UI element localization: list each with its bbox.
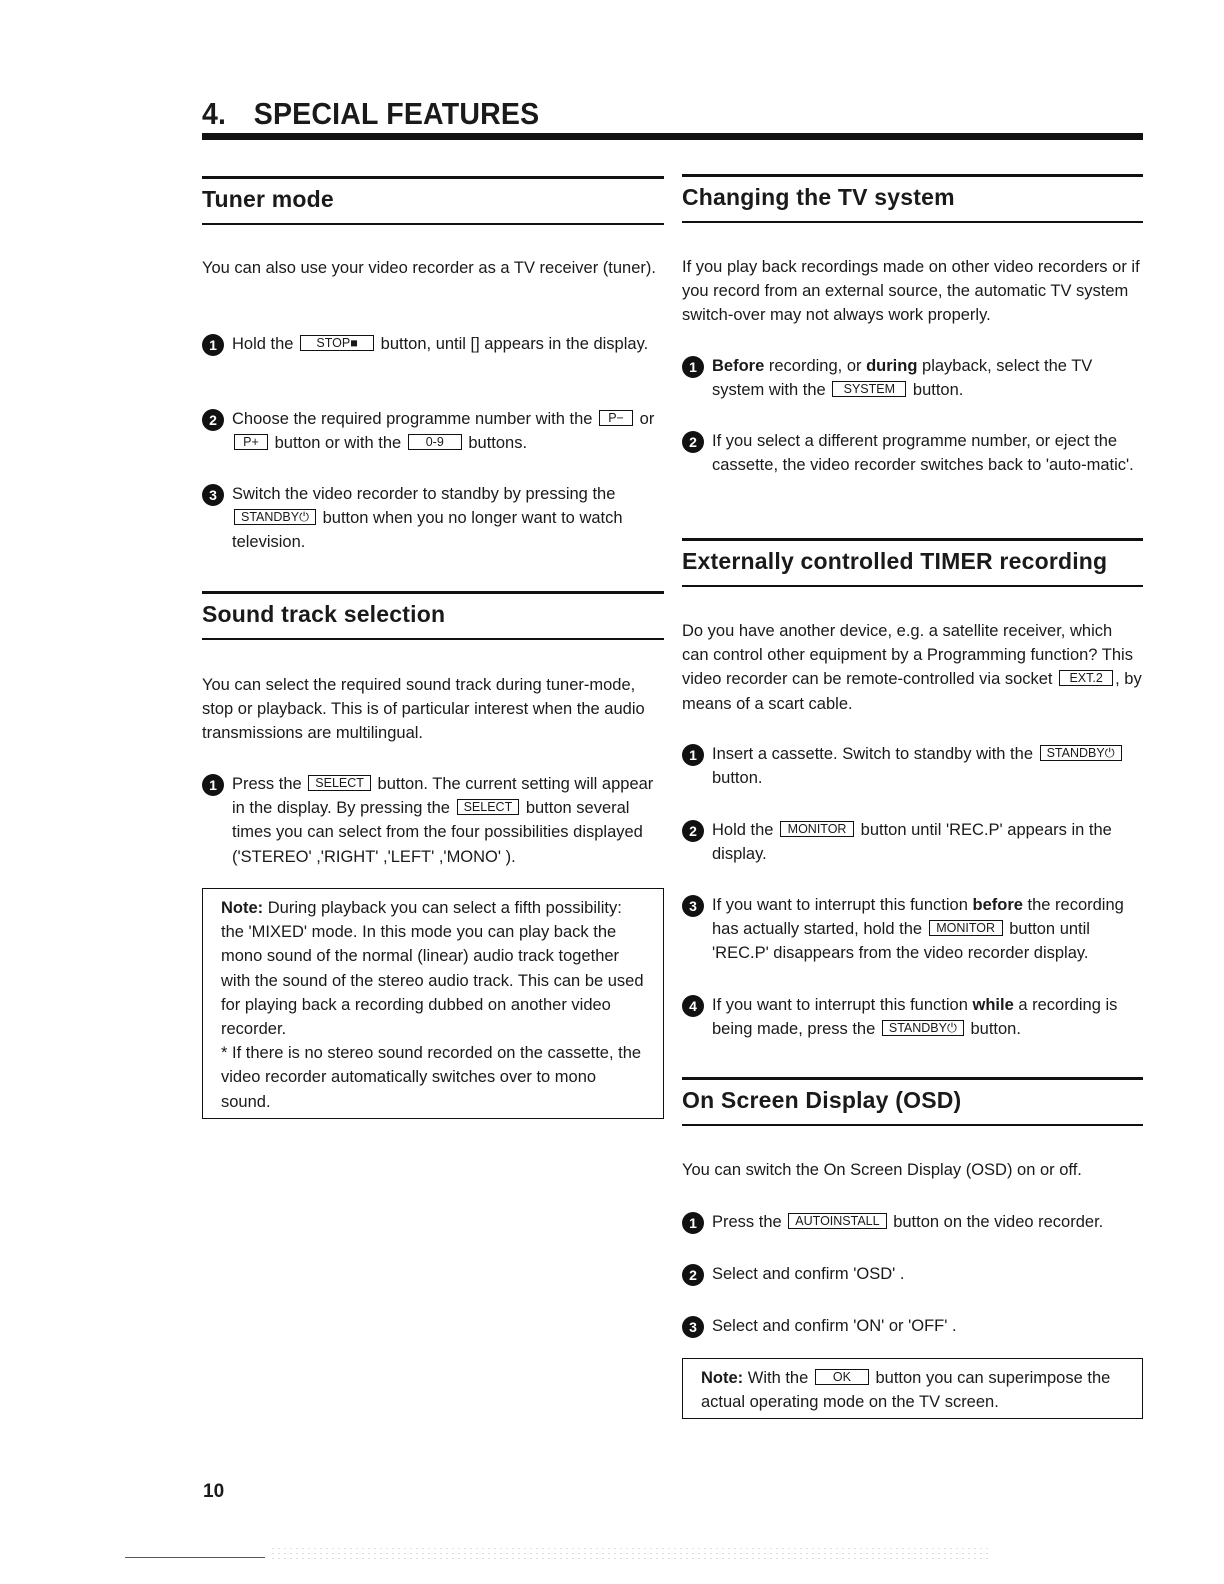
tv-system-step-1: 1 Before recording, or during playback, select the TV system with the SYSTEM button. (682, 354, 1143, 402)
osd-section-header (682, 1077, 1143, 1126)
p-plus-key: P+ (234, 434, 268, 450)
timer-section-header (682, 538, 1143, 587)
osd-intro: You can switch the On Screen Display (OSD) on or off. (682, 1161, 1082, 1179)
tv-system-intro: If you play back recordings made on other video recorders or if you record from an external source, the automatic TV system switch-over may not always work properly. (682, 258, 1140, 325)
osd-step-1: 1 Press the AUTOINSTALL button on the video recorder. (682, 1210, 1143, 1234)
chapter-number: 4. (202, 96, 227, 131)
tuner-step-3: 3 Switch the video recorder to standby by pressing the STANDBY⏻ button when you no longer want to watch television. (202, 482, 664, 555)
sound-section-header (202, 591, 664, 640)
tuner-heading: Tuner mode (202, 186, 334, 212)
step-number-badge: 1 (682, 744, 704, 766)
step-number-badge: 3 (682, 895, 704, 917)
monitor-key: MONITOR (929, 920, 1003, 936)
system-key: SYSTEM (832, 381, 906, 397)
osd-step-2: 2 Select and confirm 'OSD' . (682, 1262, 1143, 1286)
step-number-badge: 4 (682, 995, 704, 1017)
step-number-badge: 2 (682, 820, 704, 842)
step-number-badge: 1 (202, 334, 224, 356)
note-label: Note: (701, 1369, 744, 1387)
standby-key: STANDBY⏻ (234, 509, 316, 525)
chapter-rule (202, 133, 1143, 140)
tuner-intro: You can also use your video recorder as a TV receiver (tuner). (202, 259, 656, 277)
timer-step-3: 3 If you want to interrupt this function before the recording has actually started, hold the MONITOR button until 'REC.P' disappears from the video recorder display. (682, 893, 1143, 966)
select-key: SELECT (308, 775, 371, 791)
scan-artifact-line (125, 1557, 265, 1558)
chapter-title (202, 96, 539, 132)
tuner-section-header (202, 176, 664, 225)
select-key: SELECT (457, 799, 520, 815)
step-number-badge: 1 (682, 1212, 704, 1234)
timer-step-4: 4 If you want to interrupt this function while a recording is being made, press the STANDBY⏻ button. (682, 993, 1143, 1041)
osd-step-3: 3 Select and confirm 'ON' or 'OFF' . (682, 1314, 1143, 1338)
osd-note-box: Note: With the OK button you can superimpose the actual operating mode on the TV screen. (682, 1358, 1143, 1419)
tuner-step-1: 1 Hold the STOP■ button, until [] appears in the display. (202, 332, 664, 356)
autoinstall-key: AUTOINSTALL (788, 1213, 886, 1229)
step-number-badge: 2 (682, 1264, 704, 1286)
sound-note-box: Note: During playback you can select a fifth possibility: the 'MIXED' mode. In this mode you can play back the mono sound of the normal (linear) audio track together with the sound of the stereo audio track. This can be used for playing back a recording dubbed on another video recorder. * If there is no stereo sound recorded on the cassette, the video recorder automatically switches over to mono sound. (202, 888, 664, 1119)
timer-step-1: 1 Insert a cassette. Switch to standby with the STANDBY⏻ button. (682, 742, 1143, 790)
p-minus-key: P− (599, 410, 633, 426)
timer-heading: Externally controlled TIMER recording (682, 548, 1108, 574)
step-number-badge: 2 (202, 409, 224, 431)
tv-system-step-2: 2 If you select a different programme number, or eject the cassette, the video recorder switches back to 'auto-matic'. (682, 429, 1143, 477)
osd-heading: On Screen Display (OSD) (682, 1087, 962, 1113)
sound-heading: Sound track selection (202, 601, 446, 627)
chapter-name: SPECIAL FEATURES (253, 96, 540, 131)
scan-artifact-noise (270, 1546, 990, 1562)
tuner-step-2: 2 Choose the required programme number with the P− or P+ button or with the 0-9 buttons. (202, 407, 664, 455)
monitor-key: MONITOR (780, 821, 854, 837)
sound-step-1: 1 Press the SELECT button. The current setting will appear in the display. By pressing the SELECT button several times you can select from the four possibilities displayed ('STEREO' ,'RIGHT' ,'LEFT' ,'MONO' ). (202, 772, 664, 869)
note-label: Note: (221, 899, 264, 917)
standby-key: STANDBY⏻ (1040, 745, 1122, 761)
tv-system-heading: Changing the TV system (682, 184, 955, 210)
step-number-badge: 3 (682, 1316, 704, 1338)
standby-key: STANDBY⏻ (882, 1020, 964, 1036)
step-number-badge: 1 (202, 774, 224, 796)
page-number: 10 (203, 1481, 225, 1502)
ext2-socket-key: EXT.2 (1059, 670, 1113, 686)
step-number-badge: 2 (682, 431, 704, 453)
ok-key: OK (815, 1369, 869, 1385)
stop-key: STOP■ (300, 335, 374, 351)
timer-intro: Do you have another device, e.g. a satellite receiver, which can control other equipment by a Programming function? This video recorder can be remote-controlled via socket EXT.2 , by means of a scart cable. (682, 622, 1142, 713)
timer-step-2: 2 Hold the MONITOR button until 'REC.P' appears in the display. (682, 818, 1143, 866)
tv-system-section-header (682, 174, 1143, 223)
digit-keys: 0-9 (408, 434, 462, 450)
step-number-badge: 1 (682, 356, 704, 378)
sound-intro: You can select the required sound track during tuner-mode, stop or playback. This is of particular interest when the audio transmissions are multilingual. (202, 676, 645, 743)
step-number-badge: 3 (202, 484, 224, 506)
